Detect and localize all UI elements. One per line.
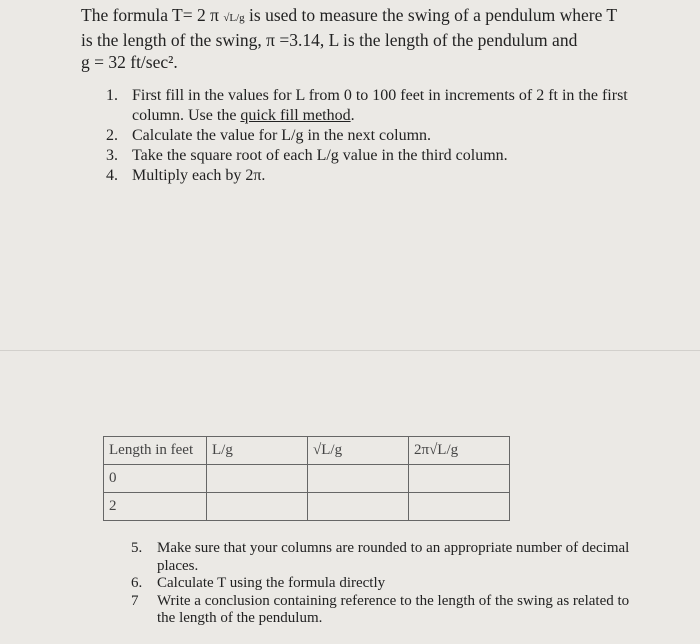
cell[interactable] [308,465,409,493]
cell[interactable]: 2 [104,493,207,521]
list-item [106,126,646,146]
item-text: Write a conclusion containing reference to the length of the swing as related to the length of the pendulum. [157,592,630,626]
intro-text: The formula T= 2 [81,5,211,25]
list-item [106,166,646,186]
intro-text: is the length of the swing, π =3.14, L is the length of the pendulum and [81,30,578,50]
header-length: Length in feet [104,437,207,465]
cell[interactable] [308,493,409,521]
header-l-over-g: L/g [207,437,308,465]
cell[interactable] [207,493,308,521]
instruction-list-2 [131,540,651,628]
item-text: First fill in the values for L from 0 to 100 feet in increments of 2 ft in the first column. Use the [132,87,628,124]
quick-fill-link[interactable]: quick fill method [240,107,351,124]
item-text: Multiply each by 2π. [132,167,266,184]
item-number: 3. [106,147,118,164]
cell[interactable] [409,493,510,521]
item-text: Make sure that your columns are rounded to an appropriate number of decimal places. [157,540,630,574]
pendulum-table [103,436,510,521]
item-number: 2. [106,127,118,144]
intro-text: g = 32 ft/sec². [81,52,178,72]
table-row [104,465,510,493]
formula-sqrt: √L/g [223,12,245,24]
pi-symbol: π [210,5,219,25]
item-number: 7 [131,592,139,609]
intro-paragraph [81,4,681,73]
intro-text: is used to measure the swing of a pendulum where T [244,5,618,25]
item-number: 6. [131,575,143,591]
cell[interactable] [207,465,308,493]
table-header-row [104,437,510,465]
cell[interactable]: 0 [104,465,207,493]
item-text: Calculate the value for L/g in the next column. [132,127,432,144]
item-number: 1. [106,87,118,104]
table-row [104,493,510,521]
item-text: Take the square root of each L/g value in the third column. [132,147,508,164]
item-text: Calculate T using the formula directly [157,575,386,591]
header-sqrt: √L/g [308,437,409,465]
header-period: 2π√L/g [409,437,510,465]
list-item [131,575,651,593]
item-number: 4. [106,167,118,184]
list-item [131,593,651,628]
list-item [106,146,646,166]
divider [0,350,700,351]
item-text: . [350,107,355,124]
cell[interactable] [409,465,510,493]
item-number: 5. [131,540,143,556]
instruction-list [106,86,646,186]
list-item [106,86,646,126]
list-item [131,540,651,575]
